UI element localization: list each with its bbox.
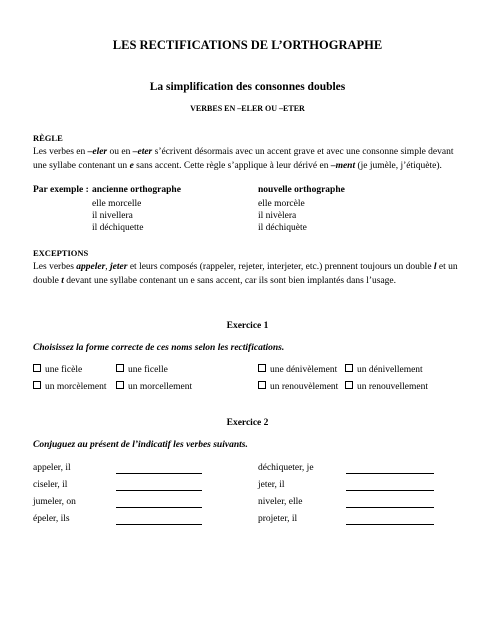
- choice-checkbox[interactable]: [345, 381, 428, 392]
- checkbox-icon[interactable]: [116, 364, 124, 372]
- answer-blank[interactable]: [116, 473, 202, 474]
- choice-label: une ficèle: [45, 365, 83, 375]
- text-run: double: [33, 276, 62, 286]
- answer-blank[interactable]: [346, 473, 434, 474]
- answer-blank[interactable]: [116, 524, 202, 525]
- answer-blank[interactable]: [116, 507, 202, 508]
- checkbox-icon[interactable]: [33, 364, 41, 372]
- verb-prompt: projeter, il: [258, 514, 298, 524]
- choice-label: une ficelle: [128, 365, 168, 375]
- text-run: s’écrivent désormais avec un accent grave et avec une consonne simple devant: [152, 147, 454, 157]
- choice-checkbox[interactable]: [33, 364, 82, 375]
- answer-blank[interactable]: [346, 524, 434, 525]
- new-example: il nivèlera: [258, 211, 297, 221]
- checkbox-icon[interactable]: [258, 381, 266, 389]
- checkbox-icon[interactable]: [33, 381, 41, 389]
- verb-prompt: appeler, il: [33, 463, 71, 473]
- checkbox-icon[interactable]: [345, 381, 353, 389]
- emphasized-text: l: [433, 262, 437, 272]
- emphasized-text: e: [129, 161, 134, 171]
- exceptions-line-2: [33, 274, 473, 288]
- new-example: il déchiquète: [258, 223, 307, 233]
- exceptions-heading: EXCEPTIONS: [33, 248, 89, 258]
- new-spelling-heading: nouvelle orthographe: [258, 185, 345, 195]
- document-title: LES RECTIFICATIONS DE L’ORTHOGRAPHE: [112, 38, 383, 52]
- old-example: il nivellera: [92, 211, 133, 221]
- text-run: et leurs composés (rappeler, rejeter, interjeter, etc.) prennent toujours un double: [127, 262, 434, 272]
- verb-prompt: jeter, il: [258, 480, 285, 490]
- checkbox-icon[interactable]: [345, 364, 353, 372]
- choice-checkbox[interactable]: [116, 381, 192, 392]
- exceptions-line-1: [33, 260, 473, 274]
- emphasized-text: –eler: [87, 147, 108, 157]
- text-run: (je jumèle, j’étiquète).: [355, 161, 442, 171]
- choice-checkbox[interactable]: [345, 364, 423, 375]
- choice-checkbox[interactable]: [33, 381, 106, 392]
- verb-prompt: ciseler, il: [33, 480, 68, 490]
- answer-blank[interactable]: [346, 490, 434, 491]
- regle-text: [33, 145, 473, 173]
- old-spelling-heading: ancienne orthographe: [92, 185, 181, 195]
- emphasized-text: –eter: [132, 147, 153, 157]
- choice-label: un morcèlement: [45, 382, 107, 392]
- section-subheading: VERBES EN –ELER OU –ETER: [190, 104, 305, 113]
- choice-checkbox[interactable]: [258, 381, 338, 392]
- text-run: ou en: [107, 147, 133, 157]
- answer-blank[interactable]: [346, 507, 434, 508]
- text-run: sans accent. Cette règle s’applique à leur dérivé en: [133, 161, 331, 171]
- verb-prompt: épeler, ils: [33, 514, 70, 524]
- regle-heading: RÈGLE: [33, 133, 63, 143]
- checkbox-icon[interactable]: [116, 381, 124, 389]
- answer-blank[interactable]: [116, 490, 202, 491]
- choice-label: une dénivèlement: [270, 365, 338, 375]
- exercise-1-instruction: Choisissez la forme correcte de ces noms selon les rectifications.: [33, 343, 285, 353]
- emphasized-text: –ment: [330, 161, 356, 171]
- exercise-1-heading: Exercice 1: [226, 321, 269, 331]
- example-label: Par exemple :: [33, 185, 89, 195]
- choice-checkbox[interactable]: [116, 364, 168, 375]
- document-subtitle: La simplification des consonnes doubles: [149, 81, 346, 93]
- regle-line-2: [33, 159, 473, 173]
- text-run: et un: [436, 262, 458, 272]
- choice-label: un dénivellement: [357, 365, 423, 375]
- verb-prompt: déchiqueter, je: [258, 463, 314, 473]
- text-run: ,: [105, 262, 111, 272]
- choice-label: un morcellement: [128, 382, 193, 392]
- emphasized-text: jeter: [110, 262, 128, 272]
- emphasized-text: appeler: [76, 262, 106, 272]
- verb-prompt: jumeler, on: [33, 497, 76, 507]
- text-run: Les verbes en: [33, 147, 88, 157]
- old-example: elle morcelle: [92, 199, 142, 209]
- old-example: il déchiquette: [92, 223, 144, 233]
- exceptions-text: [33, 260, 473, 288]
- text-run: une syllabe contenant un: [33, 161, 130, 171]
- regle-line-1: [33, 145, 473, 159]
- choice-label: un renouvellement: [357, 382, 428, 392]
- choice-checkbox[interactable]: [258, 364, 337, 375]
- text-run: devant une syllabe contenant un e sans accent, car ils sont bien implantés dans l’usage.: [63, 276, 397, 286]
- exercise-2-instruction: Conjuguez au présent de l’indicatif les verbes suivants.: [33, 440, 248, 450]
- verb-prompt: niveler, elle: [258, 497, 303, 507]
- checkbox-icon[interactable]: [258, 364, 266, 372]
- emphasized-text: t: [61, 276, 64, 286]
- exercise-2-heading: Exercice 2: [226, 418, 269, 428]
- text-run: Les verbes: [33, 262, 77, 272]
- new-example: elle morcèle: [258, 199, 305, 209]
- choice-label: un renouvèlement: [270, 382, 339, 392]
